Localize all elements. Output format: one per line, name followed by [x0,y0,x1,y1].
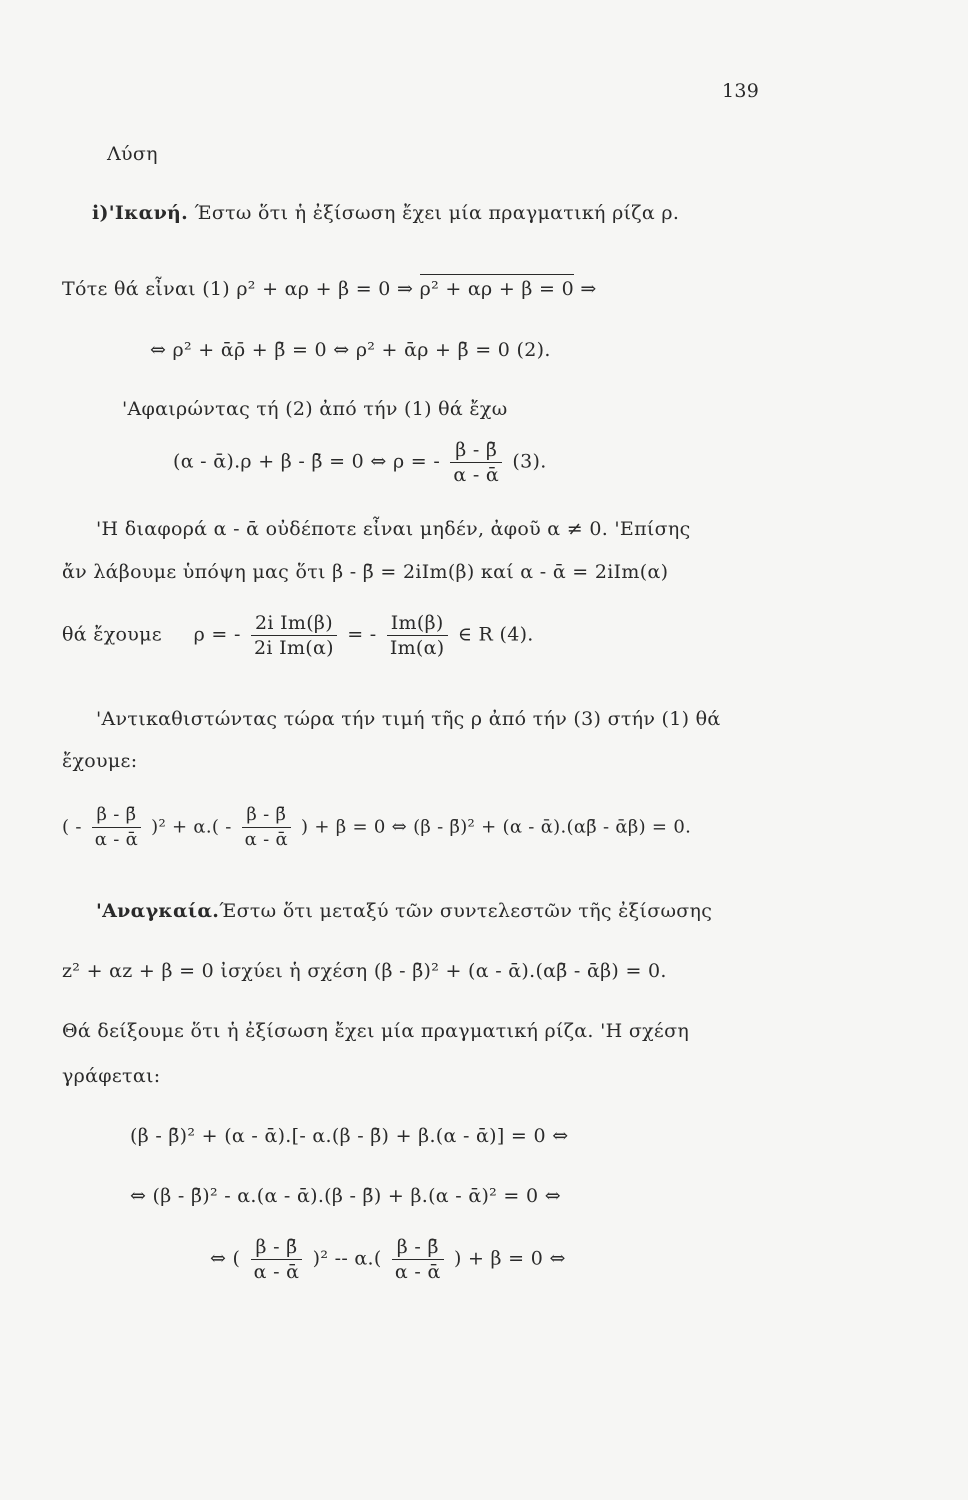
equation-line-3 [173,438,547,487]
eq4-rho: ρ = - [193,623,241,646]
show-line: Θά δείξουμε ὅτι ἡ ἐξίσωση ἔχει μία πραγματική ρίζα. 'Η σχέση [62,1020,690,1042]
fraction-numerator: Im(β) [387,611,448,636]
implies-symbol: ⇒ [397,278,414,300]
equation-line-6: (β - β̄)² + (α - ᾱ).[- α.(β - β̄) + β.(α - ᾱ)] = 0 ⇔ [130,1125,569,1147]
eq4-lead: θά ἔχουμε [62,623,162,646]
necessity-text: Έστω ὅτι μεταξύ τῶν συντελεστῶν τῆς ἐξίσωσης [219,900,713,922]
fraction-numerator: β - β̄ [251,1235,303,1260]
fraction-numerator: β - β̄ [242,803,291,828]
subtract-line: 'Αφαιρώντας τή (2) ἀπό τήν (1) θά ἔχω [122,398,508,420]
equation-line-8 [210,1235,566,1284]
fraction-denominator: Im(α) [389,637,445,659]
fraction-denominator: α - ᾱ [253,1261,300,1283]
written-line: γράφεται: [62,1065,161,1087]
fraction-denominator: α - ᾱ [94,829,139,850]
implies-symbol-2: ⇒ [580,278,597,300]
substitution-line: 'Αντικαθιστώντας τώρα τήν τιμή τῆς ρ ἀπό τήν (3) στήν (1) θά [96,708,721,730]
equation-line-1 [62,274,597,300]
fraction-2i [251,611,337,660]
fraction-denominator: α - ᾱ [244,829,288,850]
eq4-mid: = - [347,623,377,646]
sufficiency-text: Έστω ὅτι ἡ ἐξίσωση ἔχει μία πραγματική ρίζα ρ. [194,202,680,224]
difference-line: 'Η διαφορά α - ᾱ οὐδέποτε εἶναι μηδέν, ἀφοῦ α ≠ 0. 'Επίσης [96,518,691,540]
conjugated-equation: ρ² + αρ + β = 0 [420,274,574,300]
fraction-numerator: β - β̄ [92,803,141,828]
fraction-a [92,803,141,852]
eq1-lead: Τότε θά εἶναι [62,278,196,300]
fraction-denominator: 2i Im(α) [254,637,334,659]
fraction-numerator: β - β̄ [392,1235,444,1260]
necessity-label: 'Αναγκαία. [96,900,220,922]
fraction-denominator: α - ᾱ [394,1261,441,1283]
sufficiency-line [92,202,679,224]
fraction-numerator: 2i Im(β) [251,611,337,636]
eq5-open: ( - [62,816,82,838]
fraction-d [392,1235,444,1284]
rho-fraction [450,438,502,487]
fraction-denominator: α - ᾱ [453,464,500,486]
necessity-line [96,900,712,922]
we-have-line: ἔχουμε: [62,750,138,772]
fraction-c [251,1235,303,1284]
eq8-mid: )² -- α.( [312,1247,382,1270]
equation-line-2: ⇔ ρ² + ᾱρ̄ + β̄ = 0 ⇔ ρ² + ᾱρ + β̄ = 0 (2). [150,339,551,361]
imag-part-line: ἄν λάβουμε ὑπόψη μας ὅτι β - β̄ = 2iIm(β) καί α - ᾱ = 2iIm(α) [62,561,669,583]
fraction-numerator: β - β̄ [450,438,502,463]
page-number: 139 [722,80,760,102]
section-heading: Λύση [107,143,158,165]
fraction-im [387,611,448,660]
equation-line-7: ⇔ (β - β̄)² - α.(α - ᾱ).(β - β̄) + β.(α - ᾱ)² = 0 ⇔ [130,1185,561,1207]
equation-line-5 [62,803,691,852]
sufficiency-label: i)'Ικανή. [92,202,189,224]
fraction-b [242,803,291,852]
eq3-tail: (3). [512,450,547,473]
eq5-tail: ) + β = 0 ⇔ (β - β̄)² + (α - ᾱ).(αβ̄ - ᾱβ) = 0. [301,816,692,838]
eq4-tail: ∈ R (4). [457,623,534,646]
eq3-left: (α - ᾱ).ρ + β - β̄ = 0 ⇔ ρ = - [173,450,441,473]
equation-line-4 [62,611,534,660]
eq5-mid: )² + α.( - [151,816,232,838]
eq8-lead: ⇔ ( [210,1247,241,1270]
eq8-tail: ) + β = 0 ⇔ [453,1247,566,1270]
eq1-part: (1) ρ² + αρ + β = 0 [202,278,391,300]
relation-line: z² + αz + β = 0 ἰσχύει ἡ σχέση (β - β̄)² + (α - ᾱ).(αβ̄ - ᾱβ) = 0. [62,960,667,982]
